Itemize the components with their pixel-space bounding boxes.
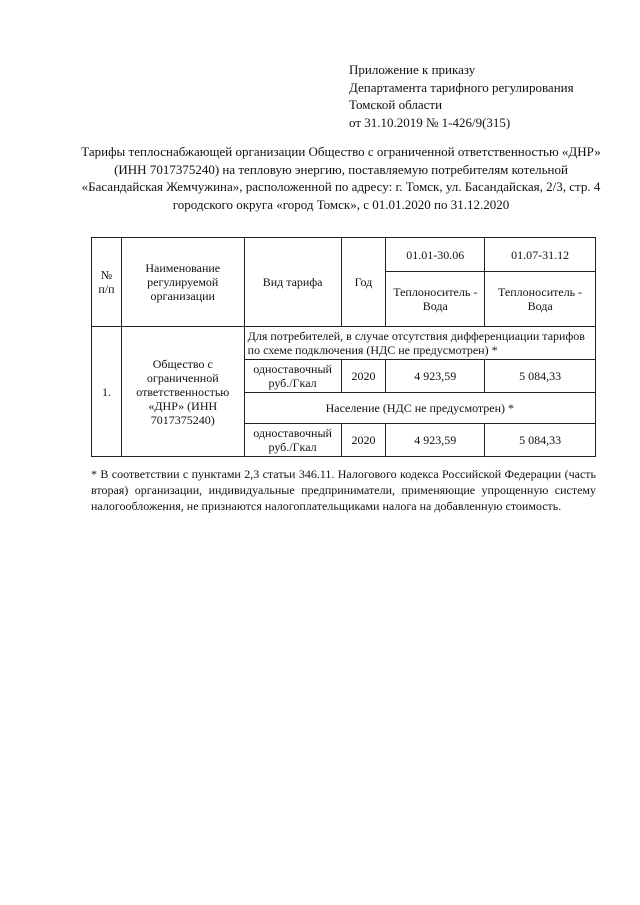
appendix-line-2: Департамента тарифного регулирования bbox=[349, 79, 574, 95]
group-1-year: 2020 bbox=[341, 360, 386, 393]
header-num: № п/п bbox=[92, 238, 122, 327]
group-2-label: Население (НДС не предусмотрен) * bbox=[244, 393, 595, 424]
header-year: Год bbox=[341, 238, 386, 327]
header-tariff-type: Вид тарифа bbox=[244, 238, 341, 327]
header-period-1: 01.01-30.06 bbox=[386, 238, 485, 272]
footnote: * В соответствии с пунктами 2,3 статьи 346.11. Налогового кодекса Российской Федерации (часть вторая) организации, индивидуальные предприниматели, применяющие упрощенную систему налогообложения, не признаются налогоплательщиками налога на добавленную стоимость. bbox=[91, 467, 596, 513]
header-carrier-1: Теплоноситель - Вода bbox=[386, 272, 485, 327]
group-2-value-2: 5 084,33 bbox=[485, 424, 596, 457]
group-2-value-1: 4 923,59 bbox=[386, 424, 485, 457]
row-num: 1. bbox=[92, 327, 122, 457]
header-carrier-2: Теплоноситель - Вода bbox=[485, 272, 596, 327]
appendix-header bbox=[349, 61, 574, 131]
tariff-table bbox=[91, 237, 596, 457]
appendix-line-1: Приложение к приказу bbox=[349, 62, 476, 77]
row-org: Общество с ограниченной ответственностью «ДНР» (ИНН 7017375240) bbox=[121, 327, 244, 457]
group-1-tariff-type: одноставочный руб./Гкал bbox=[244, 360, 341, 393]
group-2-year: 2020 bbox=[341, 424, 386, 457]
appendix-line-3: Томской области bbox=[349, 97, 443, 112]
document-title: Тарифы теплоснабжающей организации Общество с ограниченной ответственностью «ДНР» (ИНН 7017375240) на тепловую энергию, поставляемую потребителям котельной «Басандайская Жемчужина», расположенной по адресу: г. Томск, ул. Басандайская, 2/3, стр. 4 городского округа «город Томск», с 01.01.2020 по 31.12.2020 bbox=[81, 144, 601, 212]
group-1-value-1: 4 923,59 bbox=[386, 360, 485, 393]
header-period-2: 01.07-31.12 bbox=[485, 238, 596, 272]
appendix-line-4: от 31.10.2019 № 1-426/9(315) bbox=[349, 114, 511, 130]
header-org: Наименование регулируемой организации bbox=[121, 238, 244, 327]
group-2-tariff-type: одноставочный руб./Гкал bbox=[244, 424, 341, 457]
group-1-label: Для потребителей, в случае отсутствия дифференциации тарифов по схеме подключения (НДС не предусмотрен) * bbox=[244, 327, 595, 360]
group-1-value-2: 5 084,33 bbox=[485, 360, 596, 393]
